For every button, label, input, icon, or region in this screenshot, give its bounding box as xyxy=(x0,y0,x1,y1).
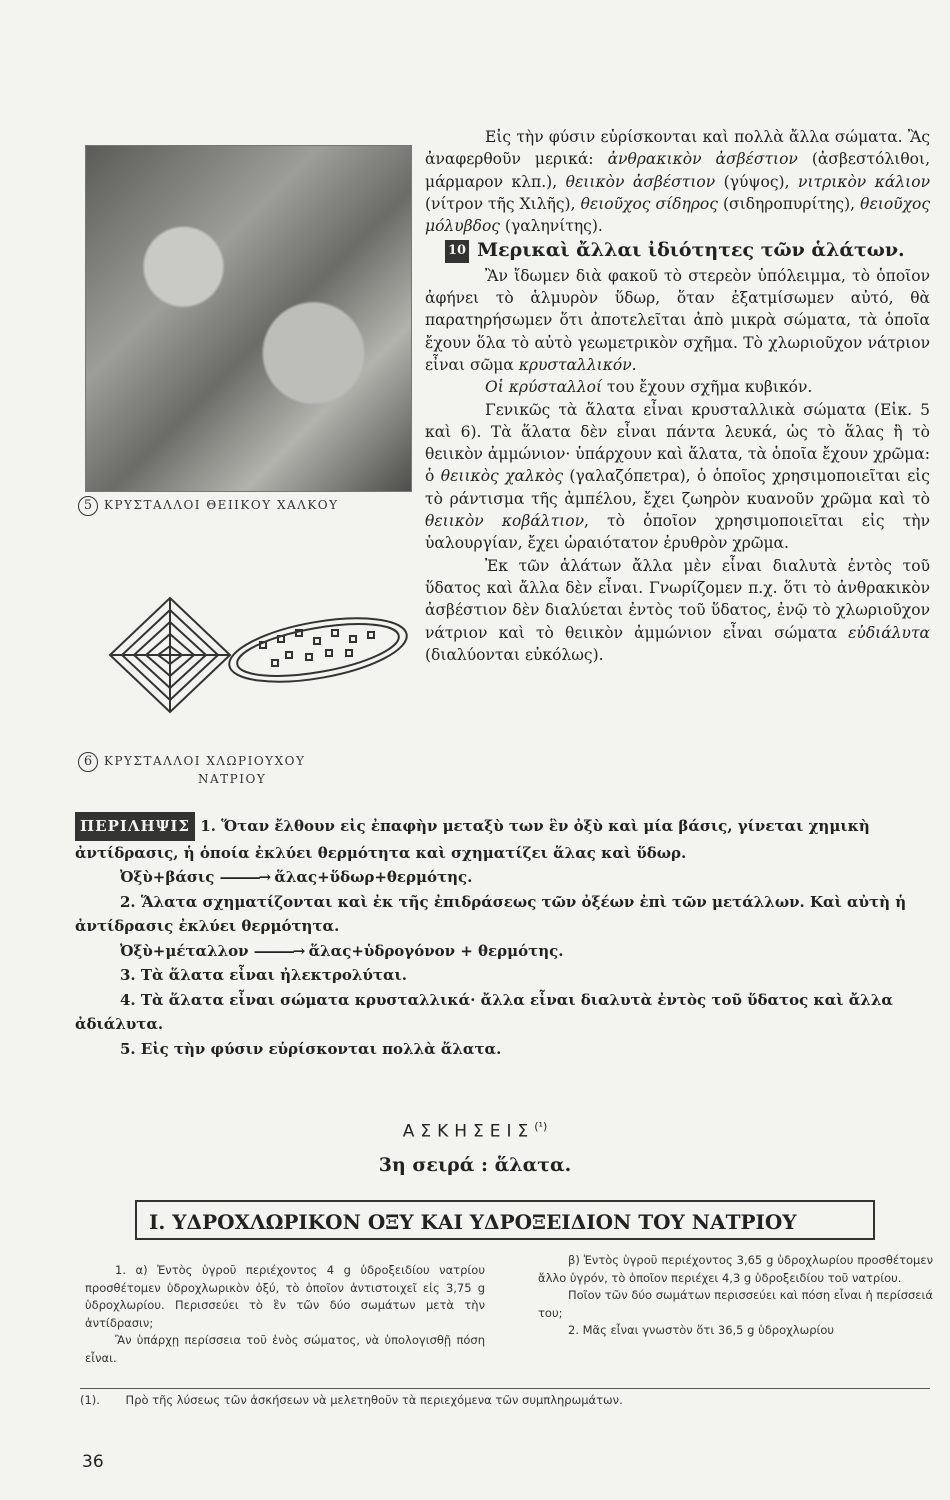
figure-5-caption: 5 ΚΡΥΣΤΑΛΛΟΙ ΘΕΙΙΚΟΥ ΧΑΛΚΟΥ xyxy=(78,496,339,516)
footnote: (1). Πρὸ τῆς λύσεως τῶν ἀσκήσεων νὰ μελετηθοῦν τὰ περιεχόμενα τῶν συμπληρωμάτων. xyxy=(80,1393,623,1407)
exercises-heading: $A\Sigma KH\Sigma EI\Sigma^{(^1)}$ xyxy=(402,1120,548,1142)
exercise-box-title: Ι. ΥΔΡΟΧΛΩΡΙΚΟΝ ΟΞΥ ΚΑΙ ΥΔΡΟΞΕΙΔΙΟΝ ΤΟΥ ΝΑΤΡΙΟΥ xyxy=(135,1200,875,1240)
exercise-right-column xyxy=(538,1252,933,1340)
summary-equation-2: Ὀξὺ+μέταλλον ———→ ἅλας+ὑδρογόνον + θερμότης. xyxy=(120,941,564,960)
paragraph-crystals: Ἂν ἴδωμεν διὰ φακοῦ τὸ στερεὸν ὑπόλειμμα, τὸ ὁποῖον ἀφήνει τὸ ἁλμυρὸν ὕδωρ, ὅταν ἐξατμίσωμεν αὐτό, θὰ παρατηρήσωμεν ὅτι ἀποτελεῖται ἀπὸ μικρὰ σώματα, τὰ ὁποῖα ἔχουν ὅλα τὸ αὐτὸ γεωμετρικὸν σχῆμα. Τὸ χλωριοῦχον νάτριον εἶναι σῶμα κρυσταλλικόν. xyxy=(425,266,930,374)
paragraph-colors: Γενικῶς τὰ ἅλατα εἶναι κρυσταλλικὰ σώματα (Εἰκ. 5 καὶ 6). Τὰ ἅλατα δὲν εἶναι πάντα λευκά, ὡς τὸ ἅλας ἢ τὸ θειικὸν ἀμμώνιον· ὑπάρχουν καὶ ἅλατα, τὰ ὁποῖα ἔχουν χρῶμα: ὁ θειικὸς χαλκὸς (γαλαζόπετρα), ὁ ὁποῖος χρησιμοποιεῖται εἰς τὸ ράντισμα τῆς ἀμπέλου, ἔχει ζωηρὸν κυανοῦν χρῶμα καὶ τὸ θειικὸν κοβάλτιον, τὸ ὁποῖον χρησιμοποιεῖται εἰς τὴν ὑαλουργίαν, ἔχει ὡραιότατον ἐρυθρὸν χρῶμα. xyxy=(425,400,930,553)
summary-item-2: 2. Ἅλατα σχηματίζονται καὶ ἐκ τῆς ἐπιδράσεως τῶν ὀξέων ἐπὶ τῶν μετάλλων. Καὶ αὐτὴ ἡ ἀντίδρασις ἐκλύει θερμότητα. xyxy=(75,892,907,935)
paragraph-cubic: Οἱ κρύσταλλοί του ἔχουν σχῆμα κυβικόν. xyxy=(485,378,813,397)
exercise-1b-question: Ποῖον τῶν δύο σωμάτων περισσεύει καὶ πόση εἶναι ἡ περίσσειά του; xyxy=(538,1288,933,1320)
dish-with-crystals-drawing xyxy=(225,607,412,693)
summary-item-4: 4. Τὰ ἅλατα εἶναι σώματα κρυσταλλικά· ἄλλα εἶναι διαλυτὰ ἐντὸς τοῦ ὕδατος καὶ ἄλλα ἀδιάλυτα. xyxy=(75,990,893,1033)
right-column-text xyxy=(425,126,930,666)
salt-crystals-drawing xyxy=(100,590,420,720)
summary-item-3: 3. Τὰ ἅλατα εἶναι ἠλεκτρολύται. xyxy=(120,966,407,984)
footnote-divider xyxy=(80,1388,930,1389)
exercise-1a: 1. α) Ἐντὸς ὑγροῦ περιέχοντος 4 g ὑδροξειδίου νατρίου προσθέτομεν ὑδροχλωρικὸν ὀξύ, τὸ ὁποῖον ἀντιστοιχεῖ εἰς 3,75 g ὑδροχλωρίου. Περισσεύει τὸ ἓν τῶν δύο σωμάτων μετὰ τὴν ἀντίδρασιν; xyxy=(85,1263,485,1330)
summary-equation-1: Ὀξὺ+βάσις ———→ ἅλας+ὕδωρ+θερμότης. xyxy=(120,868,473,886)
figure-6-caption: 6 ΚΡΥΣΤΑΛΛΟΙ ΧΛΩΡΙΟΥΧΟΥ ΝΑΤΡΙΟΥ xyxy=(78,752,398,786)
exercise-2: 2. Μᾶς εἶναι γνωστὸν ὅτι 36,5 g ὑδροχλωρίου xyxy=(568,1323,835,1337)
exercise-left-column xyxy=(85,1262,485,1367)
page-number: 36 xyxy=(82,1452,104,1472)
exercise-1b: β) Ἐντὸς ὑγροῦ περιέχοντος 3,65 g ὑδροχλωρίου προσθέτομεν ἄλλο ὑγρόν, τὸ ὁποῖον περιέχει 4,3 g ὑδροξειδίου τοῦ νατρίου. xyxy=(538,1253,933,1285)
exercise-1a-question: Ἂν ὑπάρχῃ περίσσεια τοῦ ἑνὸς σώματος, νὰ ὑπολογισθῇ πόση εἶναι. xyxy=(85,1333,485,1365)
summary-tag: ΠΕΡΙΛΗΨΙΣ xyxy=(75,812,195,841)
copper-sulfate-crystals-photo xyxy=(85,145,412,492)
summary-item-5: 5. Εἰς τὴν φύσιν εὑρίσκονται πολλὰ ἅλατα. xyxy=(120,1039,502,1058)
summary-section xyxy=(75,812,930,1061)
summary-item-1: ΠΕΡΙΛΗΨΙΣ 1. Ὅταν ἔλθουν εἰς ἐπαφὴν μεταξὺ των ἓν ὀξὺ καὶ μία βάσις, γίνεται χημικὴ ἀντίδρασις, ἡ ὁποία ἐκλύει θερμότητα καὶ σχηματίζει ἅλας καὶ ὕδωρ. xyxy=(75,812,930,865)
exercise-series-title: 3η σειρά : ἅλατα. xyxy=(378,1154,572,1176)
cubic-crystal-drawing xyxy=(110,598,230,712)
section-heading: 10 Μερικαὶ ἄλλαι ἰδιότητες τῶν ἁλάτων. xyxy=(445,239,930,262)
paragraph-other-salts: Εἰς τὴν φύσιν εὑρίσκονται καὶ πολλὰ ἄλλα σώματα. Ἂς ἀναφερθοῦν μερικά: ἀνθρακικὸν ἀσβέστιον (ἀσβεστόλιθοι, μάρμαρον κλπ.), θειικὸν ἀσβέστιον (γύψος), νιτρικὸν κάλιον (νίτρον τῆς Χιλῆς), θειοῦχος σίδηρος (σιδηροπυρίτης), θειοῦχος μόλυβδος (γαληνίτης). xyxy=(425,128,931,236)
paragraph-solubility: Ἐκ τῶν ἁλάτων ἄλλα μὲν εἶναι διαλυτὰ ἐντὸς τοῦ ὕδατος καὶ ἄλλα δὲν εἶναι. Γνωρίζομεν π.χ. ὅτι τὸ ἀνθρακικὸν ἀσβέστιον δὲν διαλύεται ἐντὸς τοῦ ὕδατος, ἐνῷ τὸ χλωριοῦχον νάτριον καὶ τὸ θειικὸν ἀμμώνιον εἶναι σώματα εὐδιάλυτα (διαλύονται εὐκόλως). xyxy=(425,556,930,664)
